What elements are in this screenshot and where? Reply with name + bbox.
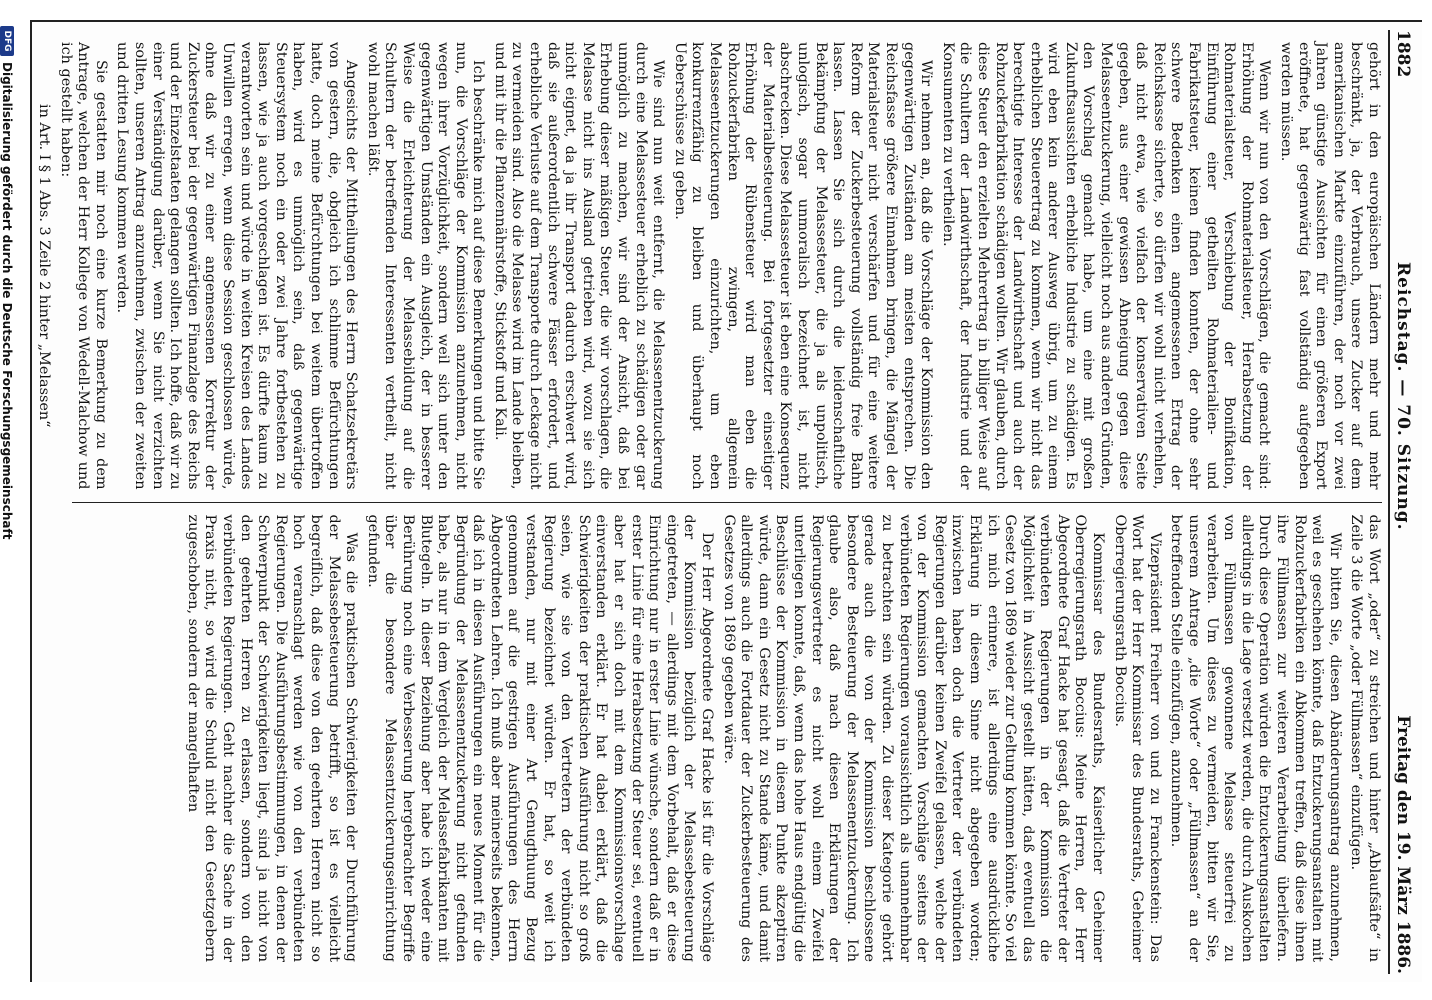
left-column	[36, 30, 1382, 503]
paragraph: Wir bitten Sie, diesen Abänderungsantrag anzunehmen, weil es geschehen könnte, daß Entzuckerungsanstalten mit Rohzuckerfabriken ein Abkommen treffen, daß diese ihnen ihre Füllmassen zur weiteren Verarbeitung überliefern. Durch diese Operation würden die Entzuckerungsanstalten allerdings in die Lage versetzt werden, die durch Auskochen von Füllmassen gewonnene Melasse steuerfrei zu verarbeiten. Um dieses zu vermeiden, bitten wir Sie, unserem Antrage „die Worte“ oder „Füllmassen“ an der betreffenden Stelle einzufügen, anzunehmen.	[1168, 514, 1343, 962]
page-header	[1388, 30, 1416, 974]
paragraph: das Wort „oder“ zu streichen und hinter „Ablaufsäfte“ in Zeile 3 die Worte „oder Füllmassen“ einzufügen.	[1348, 514, 1382, 962]
footer-text: Digitalisierung gefördert durch die Deutsche Forschungsgemeinschaft	[0, 62, 14, 540]
paragraph: Wie sind nun weit entfernt, die Melassenentzuckerung durch eine Melassesteuer erheblich zu schädigen oder gar unmöglich zu machen, wir sind der Ansicht, daß bei Erhebung dieser mäßigen Steuer, die wir vorschlagen, die Melasse nicht ins Ausland getrieben wird, wozu sie sich nicht eignet, da ja ihr Transport dadurch erschwert wird, daß sie außerordentlich schwere Fässer erfordert, und erhebliche Verluste auf dem Transporte durch Leckage nicht zu vermeiden sind. Also die Melasse wird im Lande bleiben, und mit ihr die Pflanzennährstoffe, Stickstoff und Kali.	[491, 42, 667, 490]
text-columns	[36, 30, 1382, 974]
paragraph: Angesichts der Mittheilungen des Herrn Schatzsekretärs von gestern, die, obgleich ich schlimme Befürchtungen hatte, doch meine Befürchtungen bei weitem übertroffen haben, wird es unmöglich sein, daß gegenwärtige Steuersystem noch ein oder zwei Jahre fortbestehen zu lassen, wie ja auch vorgeschlagen ist. Es dürfte kaum zu verantworten sein und würde in weiten Kreisen des Landes Unwillen erregen, wenn diese Session geschlossen würde, ohne daß wir zu einer angemessenen Korrektur der Zuckersteuer bei der gegenwärtigen Finanzlage des Reichs und der Einzelstaaten gelangen sollten. Ich hoffe, daß wir zu einer Verständigung darüber, wenn Sie nicht verzichten sollten, unseren Antrag anzunehmen, zwischen der zweiten und dritten Lesung kommen werden.	[114, 42, 360, 490]
page-title: Reichstag. — 70. Sitzung.	[1393, 262, 1413, 531]
page-number: 1882	[1393, 30, 1413, 78]
paragraph: gehört in den europäischen Ländern mehr und mehr beschränkt, ja, der Verbrauch, unsere Zucker auf dem amerikanischen Markte einzuführen, der noch vor zwei Jahren günstige Aussichten für einen größeren Export eröffnete, hat gegenwärtig fast vollständig aufgegeben werden müssen.	[1278, 42, 1382, 490]
paragraph: Was die praktischen Schwierigkeiten der Durchführung der Melassebesteuerung betrifft, so ist es vielleicht begreiflich, daß diese von den geehrten Herren nicht so hoch veranschlagt werden wie von den verbündeten Regierungen. Die Ausführungsbestimmungen, in denen der Schwerpunkt der Schwierigkeiten liegt, sind ja nicht von den geehrten Herren zu erlassen, sondern von den verbündeten Regierungen. Geht nachher die Sache in der Praxis nicht, so wird die Schuld nicht den Gesetzgebern zugeschoben, sondern der mangelhaften	[184, 514, 360, 962]
paragraph: Wenn wir nun von den Vorschlägen, die gemacht sind: Erhöhung der Rohmaterialsteuer, Herabsetzung der Rohmaterialsteuer, Verschiebung der Bonifikation, Einführung einer getheilten Rohmaterialien- und Fabrikatsteuer, keinen finden konnten, der ohne sehr schwere Bedenken einen angemessenen Ertrag der Reichskasse sicherte, so dürfen wir wohl nicht verhehlen, daß nicht etwa, wie vielfach der konservativen Seite gegeben, aus einer gewissen Abneigung gegen diese Melasseentzuckerung, vielleicht noch aus anderen Gründen, den Vorschlag gemacht habe, um eine mit großen Zukunftsaussichten erhebliche Industrie zu schädigen. Es wird eben kein anderer Ausweg übrig, um zu einem erheblichen Steuerertrag zu kommen, wenn wir nicht das berechtigte Interesse der Landwirthschaft und auch der Rohzuckerfabrikation schädigen wollten. Wir glauben, durch diese Steuer den erzielten Mehrertrag in billiger Weise auf die Schultern der Landwirthschaft, der Industrie und der Konsumenten zu vertheilen.	[939, 42, 1273, 490]
paragraph: Kommissar des Bundesraths, Kaiserlicher Geheimer Oberregierungsrath Boccius: Meine Herren, der Herr Abgeordnete Graf Hacke hat gesagt, daß die Vertreter der verbündeten Regierungen in der Kommission die Möglichkeit in Aussicht gestellt hätten, daß eventuell das Gesetz von 1869 wieder zur Geltung kommen könnte. So viel ich mich erinnere, ist allerdings eine ausdrückliche Erklärung in diesem Sinne nicht abgegeben worden; inzwischen haben doch die Vertreter der verbündeten Regierungen darüber keinen Zweifel gelassen, welche der von der Kommission gemachten Vorschläge seitens der verbündeten Regierungen voraussichtlich als unannehmbar zu betrachten sein würden. Zu dieser Kategorie gehört gerade auch die von der Kommission beschlossene besondere Besteuerung der Melassenentzuckerung. Ich glaube also, daß nach diesen Erklärungen der Regierungsvertreter es nicht wohl einem Zweifel unterliegen konnte, daß, wenn das hohe Haus endgültig die Beschlüsse der Kommission in diesem Punkte akzeptiren würde, dann ein Gesetz nicht zu Stande käme, und damit allerdings auch die Fortdauer der Zuckerbesteuerung des Gesetzes von 1869 gegeben wäre.	[720, 514, 1107, 962]
right-column	[72, 503, 1382, 975]
paragraph: in Art. I § 1 Abs. 3 Zeile 2 hinter „Melassen“	[36, 103, 53, 428]
paragraph: Sie gestatten mir noch eine kurze Bemerkung zu dem Antrage, welchen der Herr Kollege von Wedell-Malchow und ich gestellt haben:	[57, 42, 109, 490]
digitization-footer	[0, 22, 14, 982]
dfg-logo-icon: DFG	[0, 26, 14, 56]
document-page	[0, 20, 1422, 982]
paragraph: Wir nehmen an, daß die Vorschläge der Kommission den gegenwärtigen Zuständen am meisten entsprechen. Die Reichsfasse größere Einnahmen bringen, die Mängel der Materialsteuer nicht verschärfen und für eine weitere Reform der Zuckerbesteuerung vollständig freie Bahn lassen. Lassen Sie sich durch die leidenschaftliche Bekämpfung der Melassesteuer, die ja als unpolitisch, unlogisch, sogar unmoralisch bezeichnet ist, nicht abschrecken. Diese Melassesteuer ist eben eine Konsequenz der Materialbesteuerung. Bei fortgesetzter einseitiger Erhöhung der Rübensteuer wird man eben die Rohzuckerfabriken zwingen, allgemein Melasseentzuckerungen einzurichten, um eben konkurrenzfähig zu bleiben und überhaupt noch Ueberschüsse zu geben.	[671, 42, 935, 490]
paragraph: Der Herr Abgeordnete Graf Hacke ist für die Vorschläge der Kommission bezüglich der Melassebesteuerung eingetreten, — allerdings mit dem Vorbehalt, daß er diese Einrichtung nur in erster Linie wünsche, sondern daß er in erster Linie für eine Herabsetzung der Steuer sei, eventuell aber hat er sich doch mit dem Kommissionsvorschlage einverstanden erklärt. Er hat dabei erklärt, daß die Schwierigkeiten der praktischen Ausführung nicht so groß seien, wie sie von den Vertretern der verbündeten Regierung bezeichnet würden. Er hat, so weit ich verstanden, nur mit einer Art Genugthuung Bezug genommen auf die gestrigen Ausführungen des Herrn Abgeordneten Lehren. Ich muß aber meinerseits bekennen, daß ich in diesen Ausführungen ein neues Moment für die Begründung der Melassenentzuckerung nicht gefunden habe, als nur in dem Vergleich der Melassefabrikanten mit Blutegeln. In dieser Beziehung aber habe ich weder eine Berührung noch eine Verbesserung hergebrachter Begriffe über die besondere Melassentzuckerungseinrichtung gefunden.	[364, 514, 716, 962]
paragraph: Vizepräsident Freiherr von und zu Franckenstein: Das Wort hat der Herr Kommissar des Bundesraths, Geheimer Oberregierungsrath Boccius.	[1111, 514, 1163, 962]
paragraph: Ich beschränke mich auf diese Bemerkungen und bitte Sie nun, die Vorschläge der Kommission anzunehmen, nicht wegen ihrer Vorzüglichkeit, sondern weil sich unter den gegenwärtigen Umständen ein Ausgleich, der in besserer Weise die Erleichterung der Melassebildung auf die Schultern der betreffenden Interessenten vertheilt, nicht wohl machen läßt.	[364, 42, 487, 490]
page-date: Freitag den 19. März 1886.	[1393, 715, 1413, 974]
